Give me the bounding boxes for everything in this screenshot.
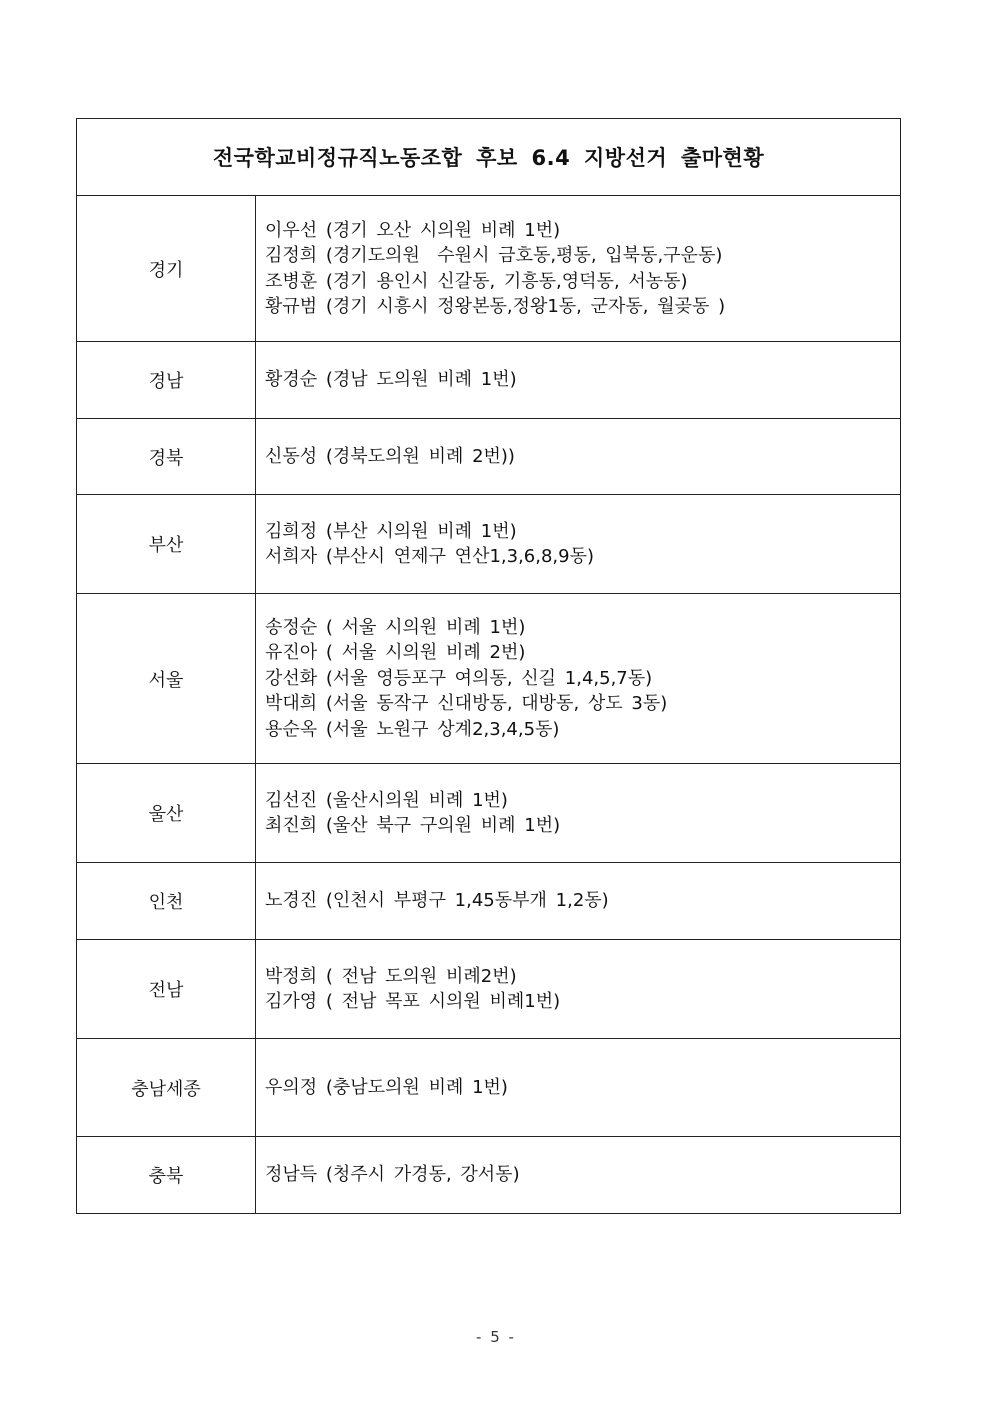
region-cell: 경기 bbox=[77, 196, 256, 342]
candidate-entry: 용순옥 (서울 노원구 상계2,3,4,5동) bbox=[265, 718, 560, 740]
candidate-entry: 김희정 (부산 시의원 비례 1번) bbox=[265, 520, 517, 542]
candidate-entry: 김가영 ( 전남 목포 시의원 비례1번) bbox=[265, 991, 561, 1012]
candidate-entry: 이우선 (경기 오산 시의원 비례 1번) bbox=[265, 219, 561, 241]
candidates-table bbox=[76, 118, 901, 1214]
candidates-cell bbox=[256, 419, 901, 495]
candidate-entry: 박정희 ( 전남 도의원 비례2번) bbox=[265, 965, 517, 987]
candidates-cell bbox=[256, 1039, 901, 1137]
table-row bbox=[77, 1137, 901, 1214]
candidates-cell bbox=[256, 196, 901, 342]
candidate-entry: 조병훈 (경기 용인시 신갈동, 기흥동,영덕동, 서농동) bbox=[265, 270, 688, 292]
candidate-entry: 서희자 (부산시 연제구 연산1,3,6,8,9동) bbox=[265, 546, 595, 567]
table-row bbox=[77, 342, 901, 419]
region-cell: 충북 bbox=[77, 1137, 256, 1214]
candidates-cell bbox=[256, 1137, 901, 1214]
candidate-entry: 황경순 (경남 도의원 비례 1번) bbox=[265, 369, 517, 391]
table-row bbox=[77, 594, 901, 764]
candidate-entry: 김선진 (울산시의원 비례 1번) bbox=[265, 789, 508, 811]
region-cell: 충남세종 bbox=[77, 1039, 256, 1137]
table-row bbox=[77, 196, 901, 342]
candidate-entry: 유진아 ( 서울 시의원 비례 2번) bbox=[265, 642, 526, 664]
table-row bbox=[77, 495, 901, 594]
candidate-entry: 김정희 (경기도의원 수원시 금호동,평동, 입북동,구운동) bbox=[265, 245, 723, 266]
candidates-cell bbox=[256, 863, 901, 940]
candidate-entry: 강선화 (서울 영등포구 여의동, 신길 1,4,5,7동) bbox=[265, 667, 653, 689]
candidate-entry: 황규범 (경기 시흥시 정왕본동,정왕1동, 군자동, 월곶동 ) bbox=[265, 296, 726, 317]
region-cell: 울산 bbox=[77, 764, 256, 863]
table-row bbox=[77, 764, 901, 863]
table-row bbox=[77, 940, 901, 1039]
region-cell: 경남 bbox=[77, 342, 256, 419]
document-title: 전국학교비정규직노동조합 후보 6.4 지방선거 출마현황 bbox=[77, 119, 901, 196]
candidates-cell bbox=[256, 764, 901, 863]
candidates-cell bbox=[256, 342, 901, 419]
region-cell: 인천 bbox=[77, 863, 256, 940]
region-cell: 부산 bbox=[77, 495, 256, 594]
table-row bbox=[77, 863, 901, 940]
table-row bbox=[77, 1039, 901, 1137]
candidate-entry: 신동성 (경북도의원 비례 2번)) bbox=[265, 445, 515, 467]
candidates-cell bbox=[256, 495, 901, 594]
candidate-entry: 우의정 (충남도의원 비례 1번) bbox=[265, 1076, 508, 1098]
candidate-entry: 최진희 (울산 북구 구의원 비례 1번) bbox=[265, 815, 561, 836]
region-cell: 전남 bbox=[77, 940, 256, 1039]
region-cell: 경북 bbox=[77, 419, 256, 495]
table-row bbox=[77, 419, 901, 495]
page-number: - 5 - bbox=[476, 1328, 516, 1346]
candidates-cell bbox=[256, 940, 901, 1039]
candidate-entry: 노경진 (인천시 부평구 1,45동부개 1,2동) bbox=[265, 890, 609, 912]
region-cell: 서울 bbox=[77, 594, 256, 764]
candidate-entry: 정남득 (청주시 가경동, 강서동) bbox=[265, 1164, 520, 1186]
candidate-entry: 박대희 (서울 동작구 신대방동, 대방동, 상도 3동) bbox=[265, 693, 668, 715]
candidates-cell bbox=[256, 594, 901, 764]
candidate-entry: 송정순 ( 서울 시의원 비례 1번) bbox=[265, 616, 526, 638]
title-row bbox=[77, 119, 901, 196]
